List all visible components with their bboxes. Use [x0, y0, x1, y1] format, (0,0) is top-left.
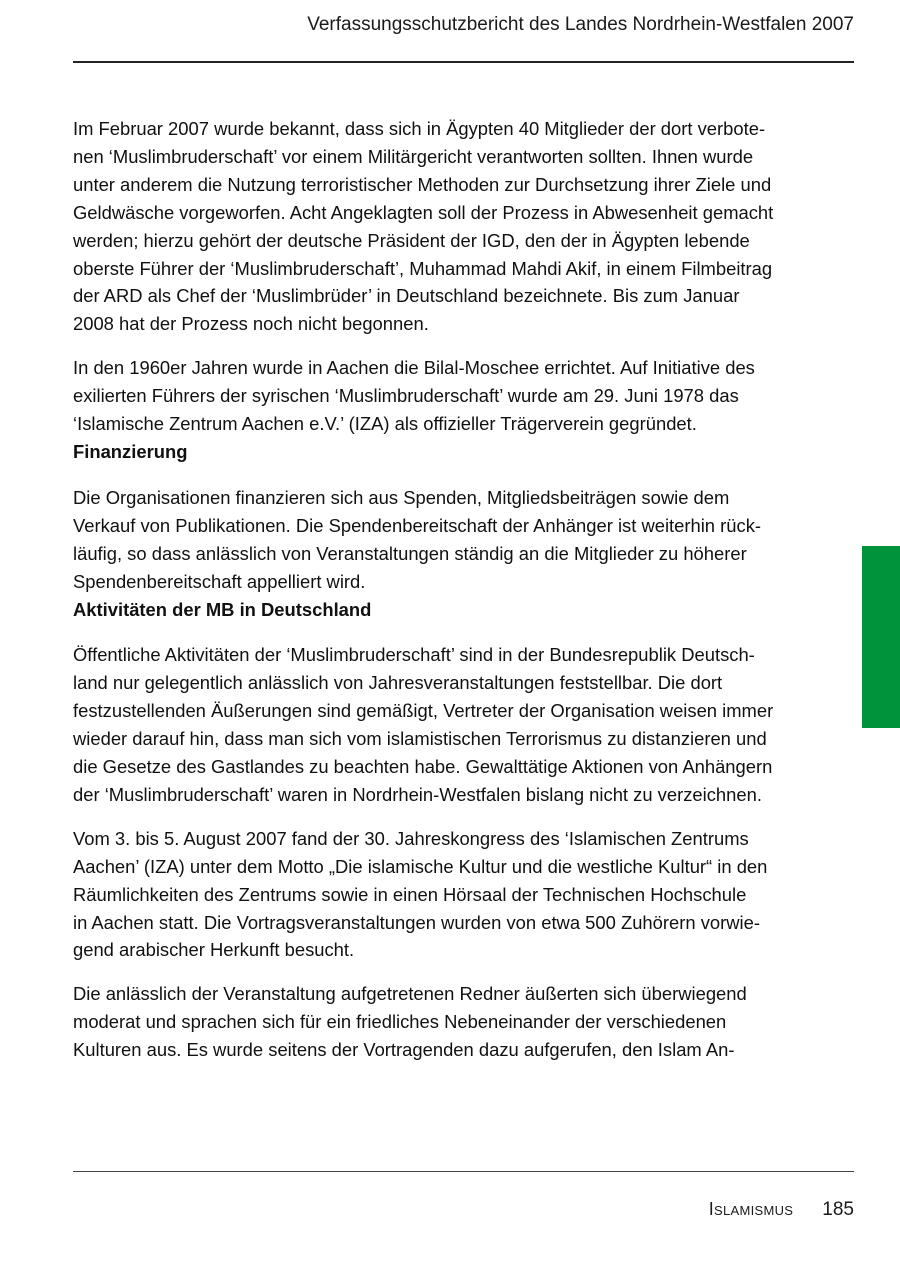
text-line: Im Februar 2007 wurde bekannt, dass sich in Ägypten 40 Mitglieder der dort verbote-: [73, 118, 766, 139]
page-number: 185: [822, 1199, 854, 1220]
paragraph-muslimbruderschaft-trial: [73, 115, 854, 338]
text-line: die Gesetze des Gastlandes zu beachten habe. Gewalttätige Aktionen von Anhängern: [73, 756, 773, 778]
text-line: Öffentliche Aktivitäten der ‘Muslimbruderschaft’ sind in der Bundesrepublik Deutsch-: [73, 644, 755, 666]
text-line: festzustellenden Äußerungen sind gemäßigt, Vertreter der Organisation weisen immer: [73, 700, 774, 722]
text-line: moderat und sprachen sich für ein friedliches Nebeneinander der verschiedenen: [73, 1011, 727, 1033]
text-line: wieder darauf hin, dass man sich vom islamistischen Terrorismus zu distanzieren und: [73, 728, 767, 750]
page-body: [73, 115, 854, 1064]
text-line: Geldwäsche vorgeworfen. Acht Angeklagten soll der Prozess in Abwesenheit gemacht: [73, 201, 774, 223]
paragraph-jahreskongress: [73, 825, 854, 965]
text-line: nen ‘Muslimbruderschaft’ vor einem Militärgericht verantworten sollten. Ihnen wurde: [73, 145, 754, 167]
paragraph-finanzierung: [73, 484, 854, 596]
text-line: ‘Islamische Zentrum Aachen e.V.’ (IZA) als offizieller Trägerverein gegründet.: [73, 413, 697, 435]
text-line: der ARD als Chef der ‘Muslimbrüder’ in Deutschland bezeichnete. Bis zum Januar: [73, 285, 740, 307]
text-line: Aachen’ (IZA) unter dem Motto „Die islamische Kultur und die westliche Kultur“ in den: [73, 855, 768, 877]
header-rule: [73, 61, 854, 63]
paragraph-redner: [73, 980, 854, 1064]
text-line: Räumlichkeiten des Zentrums sowie in einen Hörsaal der Technischen Hochschule: [73, 883, 747, 905]
text-line: gend arabischer Herkunft besucht.: [73, 939, 355, 961]
text-line: Die anlässlich der Veranstaltung aufgetretenen Redner äußerten sich überwiegend: [73, 983, 747, 1005]
text-line: In den 1960er Jahren wurde in Aachen die Bilal-Moschee errichtet. Auf Initiative des: [73, 357, 755, 379]
text-line: Die Organisationen finanzieren sich aus Spenden, Mitgliedsbeiträgen sowie dem: [73, 486, 730, 508]
text-line: der ‘Muslimbruderschaft’ waren in Nordrhein-Westfalen bislang nicht zu verzeichnen.: [73, 783, 762, 805]
paragraph-bilal-moschee: [73, 354, 854, 438]
heading-aktivitaeten: Aktivitäten der MB in Deutschland: [73, 598, 372, 620]
heading-finanzierung: Finanzierung: [73, 440, 188, 462]
page-footer: [709, 1196, 854, 1223]
text-line: unter anderem die Nutzung terroristischer Methoden zur Durchsetzung ihrer Ziele und: [73, 173, 772, 195]
text-line: Spendenbereitschaft appelliert wird.: [73, 570, 366, 592]
text-line: land nur gelegentlich anlässlich von Jahresveranstaltungen feststellbar. Die dort: [73, 672, 723, 694]
text-line: Vom 3. bis 5. August 2007 fand der 30. Jahreskongress des ‘Islamischen Zentrums: [73, 827, 749, 849]
running-header-title: Verfassungsschutzbericht des Landes Nordrhein-Westfalen 2007: [307, 14, 854, 35]
footer-rule: [73, 1171, 854, 1172]
footer-section-name: Islamismus: [708, 1199, 794, 1219]
text-line: läufig, so dass anlässlich von Veranstaltungen ständig an die Mitglieder zu höherer: [73, 542, 747, 564]
text-line: Kulturen aus. Es wurde seitens der Vortragenden dazu aufgerufen, den Islam An-: [73, 1039, 735, 1061]
paragraph-oeffentliche-aktivitaeten: [73, 641, 854, 808]
chapter-side-tab: [862, 546, 900, 728]
text-line: Verkauf von Publikationen. Die Spendenbereitschaft der Anhänger ist weiterhin rück-: [73, 514, 762, 536]
text-line: exilierten Führers der syrischen ‘Muslimbruderschaft’ wurde am 29. Juni 1978 das: [73, 385, 739, 407]
text-line: oberste Führer der ‘Muslimbruderschaft’, Muhammad Mahdi Akif, in einem Filmbeitrag: [73, 257, 773, 279]
text-line: in Aachen statt. Die Vortragsveranstaltungen wurden von etwa 500 Zuhörern vorwie-: [73, 911, 760, 933]
text-line: 2008 hat der Prozess noch nicht begonnen.: [73, 313, 429, 335]
text-line: werden; hierzu gehört der deutsche Präsident der IGD, den der in Ägypten lebende: [73, 229, 750, 251]
